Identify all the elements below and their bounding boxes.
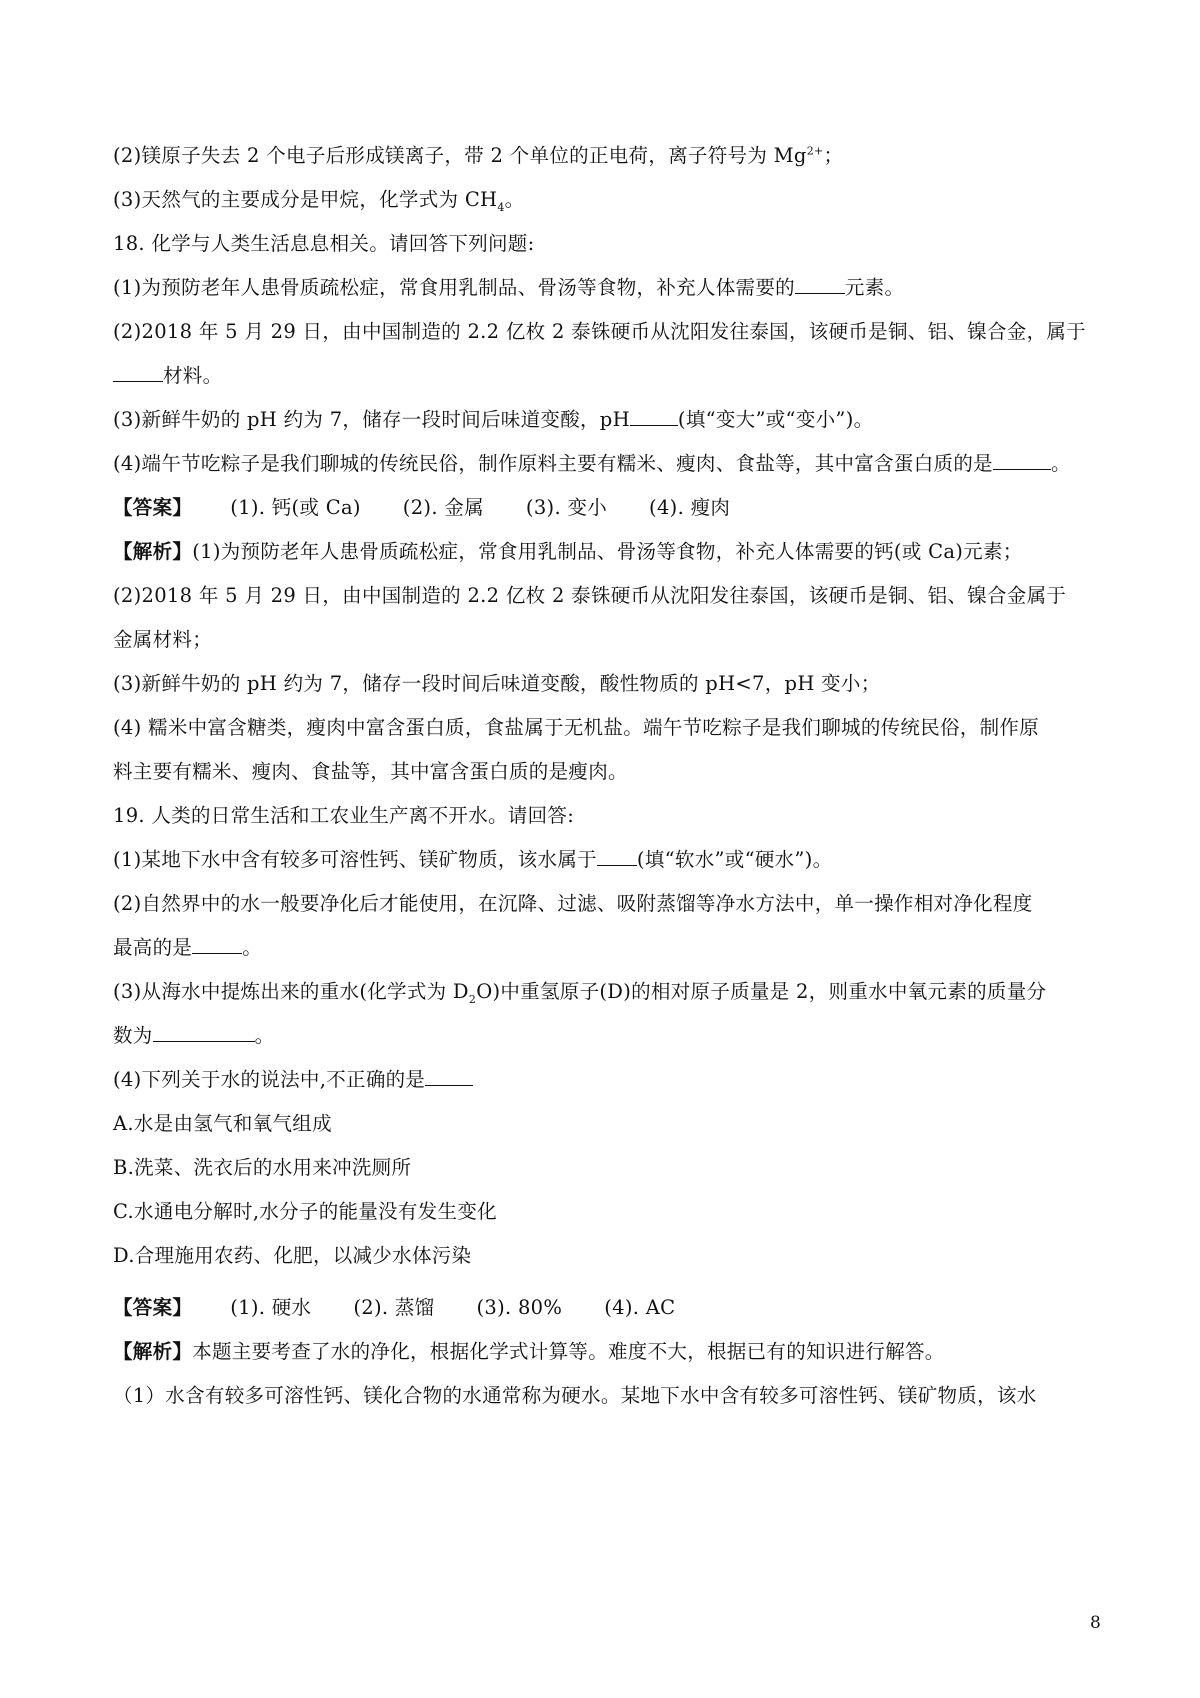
q18-part4: (4)端午节吃粽子是我们聊城的传统民俗，制作原料主要有糯米、瘦肉、食盐等，其中富含蛋白质的是 。 <box>113 452 1071 475</box>
q18-analysis-line1: 【解析】(1)为预防老年人患骨质疏松症，常食用乳制品、骨汤等食物，补充人体需要的钙(或 Ca)元素； <box>113 540 1023 563</box>
answer-blank <box>153 1023 255 1042</box>
answer-blank <box>425 1067 473 1086</box>
q18-analysis-line2: (2)2018 年 5 月 29 日，由中国制造的 2.2 亿枚 2 泰铢硬币从沈阳发往泰国，该硬币是铜、铝、镍合金属于 <box>113 584 1067 607</box>
answer-blank <box>993 451 1051 470</box>
analysis-label: 【解析】 <box>113 1340 193 1363</box>
analysis-label: 【解析】 <box>113 540 193 563</box>
q19-analysis-line2: （1）水含有较多可溶性钙、镁化合物的水通常称为硬水。某地下水中含有较多可溶性钙、镁矿物质，该水 <box>113 1384 1037 1407</box>
answer-blank <box>192 935 242 954</box>
answer-item: (1). 钙(或 Ca) <box>230 496 361 519</box>
q19-analysis-line1: 【解析】本题主要考查了水的净化，根据化学式计算等。难度不大，根据已有的知识进行解答。 <box>113 1340 945 1363</box>
answer-blank <box>630 407 678 426</box>
q19-option-b: B.洗菜、洗衣后的水用来冲洗厕所 <box>113 1156 412 1179</box>
q19-part1: (1)某地下水中含有较多可溶性钙、镁矿物质，该水属于 (填“软水”或“硬水”)。 <box>113 848 833 871</box>
q18-analysis-line5: (4) 糯米中富含糖类，瘦肉中富含蛋白质，食盐属于无机盐。端午节吃粽子是我们聊城的传统民俗，制作原 <box>113 716 1040 739</box>
q19-answer <box>113 1293 1103 1323</box>
answer-blank <box>795 275 845 294</box>
q18-part1: (1)为预防老年人患骨质疏松症，常食用乳制品、骨汤等食物，补充人体需要的 元素。 <box>113 276 905 299</box>
q19-part2-line1: (2)自然界中的水一般要净化后才能使用，在沉降、过滤、吸附蒸馏等净水方法中，单一操作相对净化程度 <box>113 892 1033 915</box>
q19-part4: (4)下列关于水的说法中,不正确的是 <box>113 1065 1103 1095</box>
answer-blank <box>113 363 163 382</box>
q18-stem: 18. 化学与人类生活息息相关。请回答下列问题: <box>113 232 535 255</box>
q19-option-d: D.合理施用农药、化肥，以减少水体污染 <box>113 1244 472 1267</box>
q18-part3: (3)新鲜牛奶的 pH 约为 7，储存一段时间后味道变酸，pH (填“变大”或“变小”)。 <box>113 408 874 431</box>
answer-item: (3). 80% <box>476 1296 563 1319</box>
answer-item: (4). 瘦肉 <box>649 496 731 519</box>
q17-part2-line: (2)镁原子失去 2 个电子后形成镁离子，带 2 个单位的正电荷，离子符号为 $Mg^{2+}$； <box>113 144 844 167</box>
answer-item: (2). 金属 <box>402 496 484 519</box>
q19-part3-line2: 数为 。 <box>113 1024 275 1047</box>
q18-part2-line1: (2)2018 年 5 月 29 日，由中国制造的 2.2 亿枚 2 泰铢硬币从沈阳发往泰国，该硬币是铜、铝、镍合金，属于 <box>113 320 1086 343</box>
q19-option-a: A.水是由氢气和氧气组成 <box>113 1112 332 1135</box>
q18-part2-line2: 材料。 <box>113 361 1103 391</box>
q19-option-c: C.水通电分解时,水分子的能量没有发生变化 <box>113 1200 497 1223</box>
answer-label: 【答案】 <box>113 496 193 519</box>
q18-answer <box>113 493 1103 523</box>
q19-part3-line1: (3)从海水中提炼出来的重水(化学式为 $D_2O$)中重氢原子(D)的相对原子质量是 2，则重水中氧元素的质量分 <box>113 980 1047 1006</box>
q18-analysis-line3: 金属材料； <box>113 628 213 651</box>
answer-item: (3). 变小 <box>525 496 608 519</box>
answer-item: (2). 蒸馏 <box>353 1296 435 1319</box>
answer-item: (1). 硬水 <box>230 1296 312 1319</box>
q19-part2-line2: 最高的是 。 <box>113 936 263 959</box>
answer-item: (4). AC <box>604 1296 676 1319</box>
q17-part3-line: (3)天然气的主要成分是甲烷，化学式为 $CH_4$。 <box>113 188 525 214</box>
q18-analysis-line4: (3)新鲜牛奶的 pH 约为 7，储存一段时间后味道变酸，酸性物质的 pH<7，pH 变小； <box>113 672 881 695</box>
q18-analysis-line6: 料主要有糯米、瘦肉、食盐等，其中富含蛋白质的是瘦肉。 <box>113 760 628 783</box>
answer-blank <box>597 847 637 866</box>
answer-label: 【答案】 <box>113 1296 193 1319</box>
page-number: 8 <box>1090 1613 1101 1633</box>
q19-stem: 19. 人类的日常生活和工农业生产离不开水。请回答: <box>113 804 575 827</box>
